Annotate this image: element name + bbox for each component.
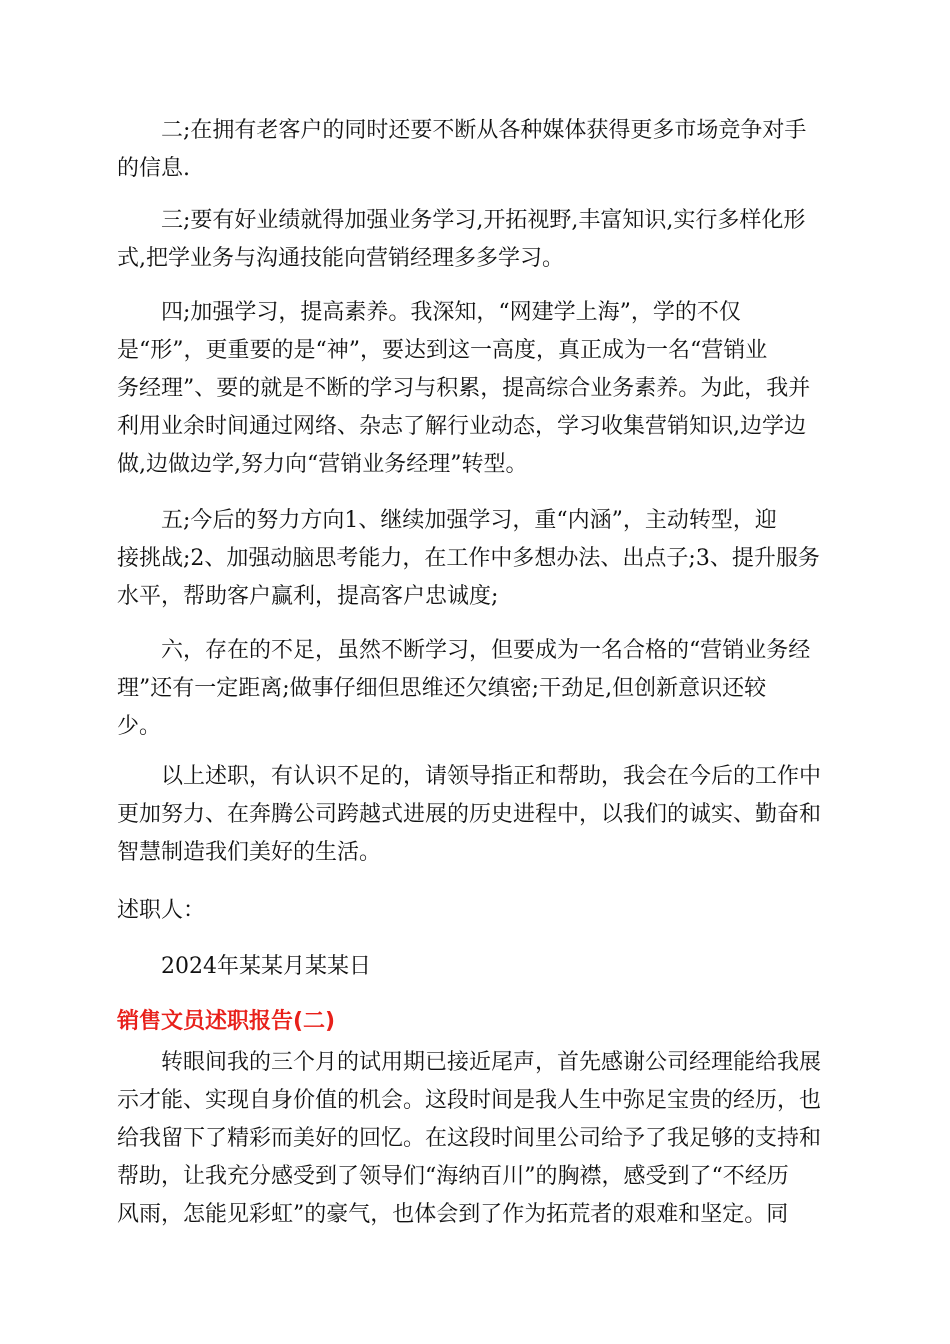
- section-paragraph: [117, 1044, 837, 1234]
- text-line: 式,把学业务与沟通技能向营销经理多多学习。: [117, 246, 564, 271]
- text-line: 帮助，让我充分感受到了领导们“海纳百川”的胸襟，感受到了“不经历: [117, 1164, 789, 1189]
- text-line: 以上述职，有认识不足的，请领导指正和帮助，我会在今后的工作中: [161, 764, 822, 789]
- paragraph-five: [117, 502, 837, 616]
- section-heading: 销售文员述职报告(二): [117, 1009, 336, 1034]
- text-line: 四;加强学习，提高素养。我深知，“网建学上海”，学的不仅: [161, 300, 741, 325]
- text-line: 理”还有一定距离;做事仔细但思维还欠缜密;干劲足,但创新意识还较: [117, 676, 767, 701]
- report-date: [117, 948, 837, 986]
- text-line: 是“形”，更重要的是“神”，要达到这一高度，真正成为一名“营销业: [117, 338, 768, 363]
- text-line: 二;在拥有老客户的同时还要不断从各种媒体获得更多市场竞争对手: [161, 118, 807, 143]
- paragraph-three: [117, 202, 837, 278]
- text-line: 少。: [117, 714, 162, 739]
- text-line: 接挑战;2、加强动脑思考能力，在工作中多想办法、出点子;3、提升服务: [117, 546, 820, 571]
- text-line: 风雨，怎能见彩虹”的豪气，也体会到了作为拓荒者的艰难和坚定。同: [117, 1202, 789, 1227]
- text-line: 2024年某某月某某日: [161, 954, 371, 979]
- text-line: 利用业余时间通过网络、杂志了解行业动态，学习收集营销知识,边学边: [117, 414, 806, 439]
- text-line: 智慧制造我们美好的生活。: [117, 840, 382, 865]
- text-line: 五;今后的努力方向1、继续加强学习，重“内涵”，主动转型，迎: [161, 508, 777, 533]
- signature-label: [117, 892, 837, 930]
- paragraph-four: [117, 294, 837, 484]
- text-line: 做,边做边学,努力向“营销业务经理”转型。: [117, 452, 528, 477]
- text-line: 更加努力、在奔腾公司跨越式进展的历史进程中，以我们的诚实、勤奋和: [117, 802, 822, 827]
- paragraph-six: [117, 632, 837, 746]
- text-line: 示才能、实现自身价值的机会。这段时间是我人生中弥足宝贵的经历，也: [117, 1088, 822, 1113]
- text-line: 转眼间我的三个月的试用期已接近尾声，首先感谢公司经理能给我展: [161, 1050, 822, 1075]
- text-line: 三;要有好业绩就得加强业务学习,开拓视野,丰富知识,实行多样化形: [161, 208, 806, 233]
- paragraph-two: [117, 112, 837, 188]
- text-line: 务经理”、要的就是不断的学习与积累，提高综合业务素养。为此，我并: [117, 376, 811, 401]
- text-line: 述职人：: [117, 898, 206, 923]
- paragraph-closing: [117, 758, 837, 872]
- text-line: 给我留下了精彩而美好的回忆。在这段时间里公司给予了我足够的支持和: [117, 1126, 822, 1151]
- text-line: 六，存在的不足，虽然不断学习，但要成为一名合格的“营销业务经: [161, 638, 811, 663]
- text-line: 的信息.: [117, 156, 190, 181]
- text-line: 水平，帮助客户赢利，提高客户忠诚度;: [117, 584, 499, 609]
